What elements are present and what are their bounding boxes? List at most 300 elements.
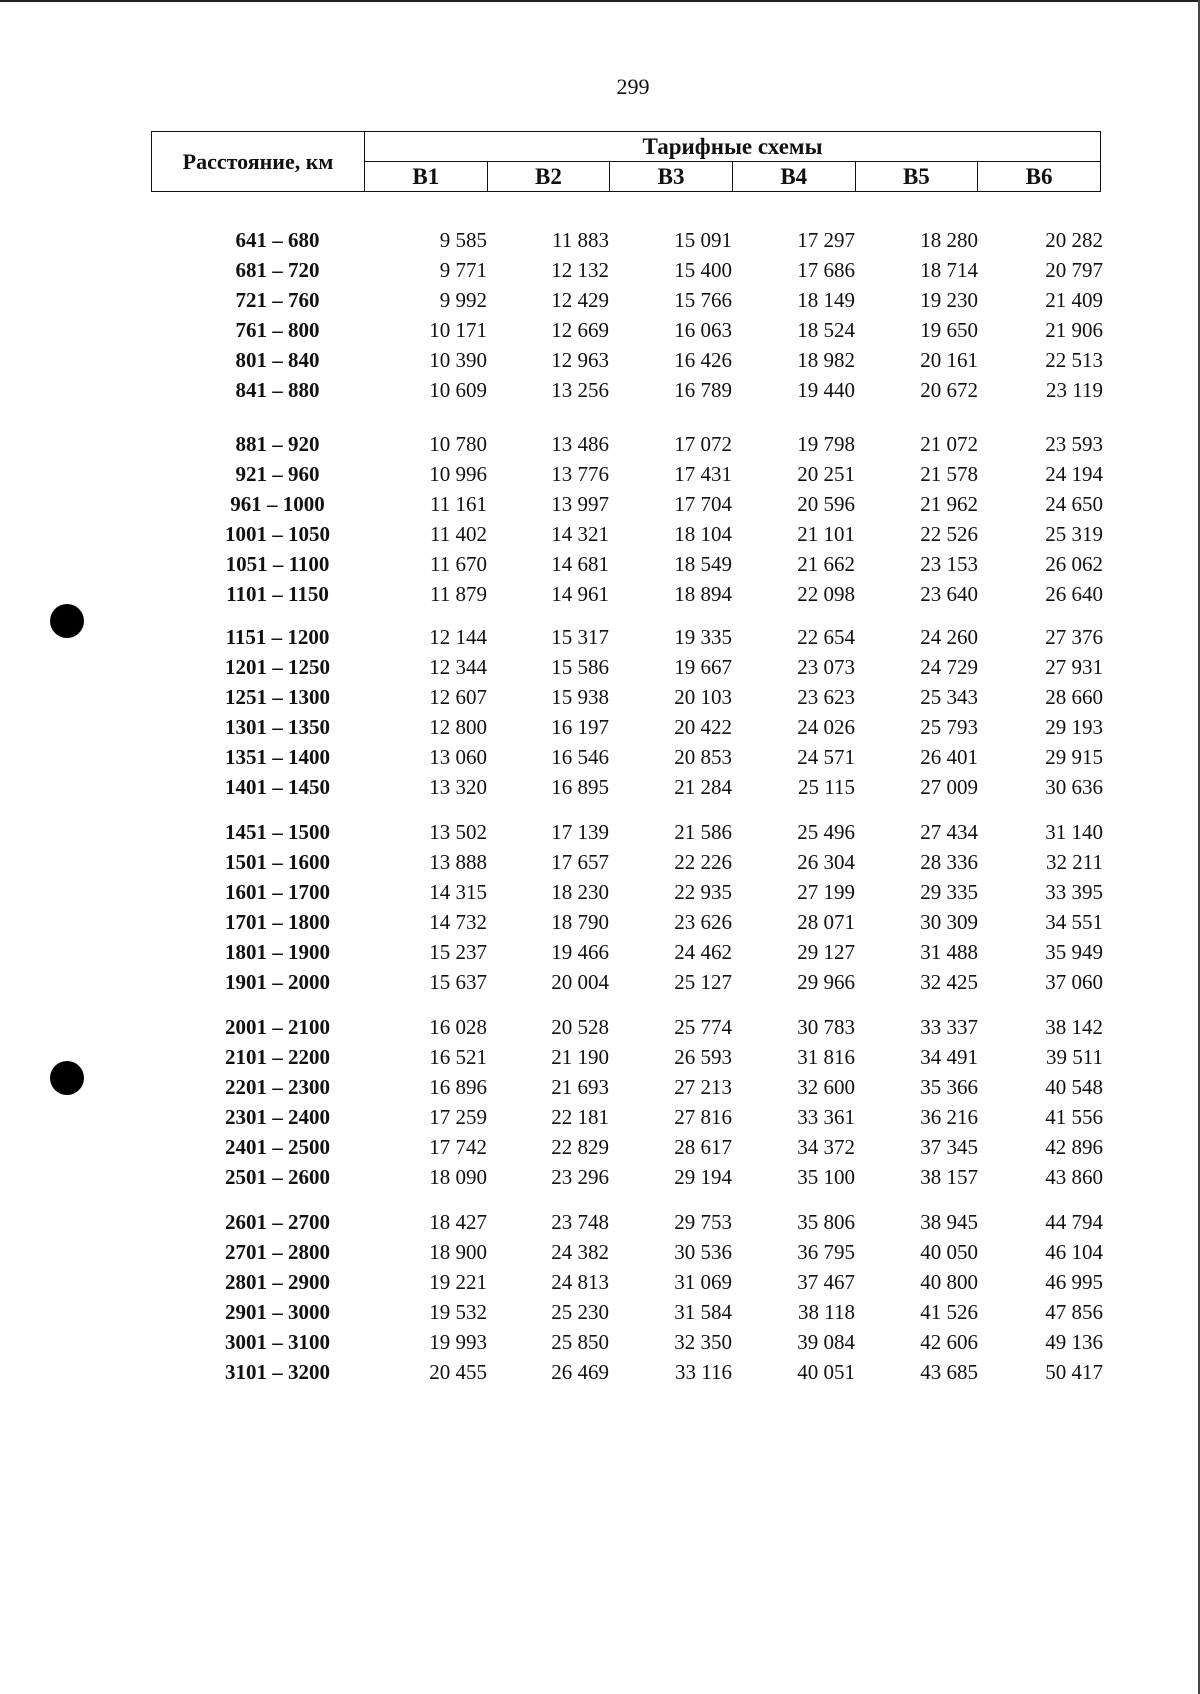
tariff-value-cell-b2: 24 382 bbox=[551, 1240, 609, 1264]
distance-range-cell: 2401 – 2500 bbox=[225, 1135, 330, 1159]
tariff-value-cell-b1: 17 259 bbox=[429, 1105, 487, 1129]
punch-hole bbox=[50, 604, 84, 638]
tariff-value-cell-b4: 31 816 bbox=[797, 1045, 855, 1069]
tariff-value-cell-b1: 12 344 bbox=[429, 655, 487, 679]
table-row bbox=[0, 489, 1200, 519]
tariff-value-cell-b3: 16 789 bbox=[674, 378, 732, 402]
tariff-value-cell-b2: 18 790 bbox=[551, 910, 609, 934]
tariff-value-cell-b4: 20 596 bbox=[797, 492, 855, 516]
tariff-value-cell-b4: 22 098 bbox=[797, 582, 855, 606]
tariff-value-cell-b5: 18 714 bbox=[920, 258, 978, 282]
distance-range-cell: 2601 – 2700 bbox=[225, 1210, 330, 1234]
tariff-value-cell-b6: 23 593 bbox=[1045, 432, 1103, 456]
tariff-value-cell-b3: 29 753 bbox=[674, 1210, 732, 1234]
table-row bbox=[0, 817, 1200, 847]
tariff-value-cell-b6: 41 556 bbox=[1045, 1105, 1103, 1129]
tariff-value-cell-b3: 17 704 bbox=[674, 492, 732, 516]
tariff-value-cell-b5: 29 335 bbox=[920, 880, 978, 904]
tariff-value-cell-b4: 29 966 bbox=[797, 970, 855, 994]
tariff-value-cell-b4: 26 304 bbox=[797, 850, 855, 874]
tariff-value-cell-b5: 38 945 bbox=[920, 1210, 978, 1234]
tariff-value-cell-b1: 12 800 bbox=[429, 715, 487, 739]
tariff-value-cell-b3: 19 667 bbox=[674, 655, 732, 679]
tariff-value-cell-b4: 33 361 bbox=[797, 1105, 855, 1129]
distance-range-cell: 2901 – 3000 bbox=[225, 1300, 330, 1324]
distance-range-cell: 2801 – 2900 bbox=[225, 1270, 330, 1294]
table-row bbox=[0, 285, 1200, 315]
tariff-value-cell-b6: 50 417 bbox=[1045, 1360, 1103, 1384]
tariff-value-cell-b4: 38 118 bbox=[798, 1300, 855, 1324]
tariff-value-cell-b4: 25 115 bbox=[798, 775, 855, 799]
tariff-value-cell-b2: 21 693 bbox=[551, 1075, 609, 1099]
tariff-value-cell-b6: 23 119 bbox=[1046, 378, 1103, 402]
distance-range-cell: 3001 – 3100 bbox=[225, 1330, 330, 1354]
tariff-value-cell-b5: 43 685 bbox=[920, 1360, 978, 1384]
distance-range-cell: 761 – 800 bbox=[235, 318, 320, 342]
distance-range-cell: 721 – 760 bbox=[235, 288, 320, 312]
tariff-value-cell-b2: 23 296 bbox=[551, 1165, 609, 1189]
distance-range-cell: 1051 – 1100 bbox=[225, 552, 330, 576]
tariff-value-cell-b1: 16 028 bbox=[429, 1015, 487, 1039]
tariff-value-cell-b1: 13 320 bbox=[429, 775, 487, 799]
tariff-value-cell-b3: 18 549 bbox=[674, 552, 732, 576]
tariff-value-cell-b6: 43 860 bbox=[1045, 1165, 1103, 1189]
distance-range-cell: 3101 – 3200 bbox=[225, 1360, 330, 1384]
table-row bbox=[0, 847, 1200, 877]
tariff-value-cell-b3: 18 894 bbox=[674, 582, 732, 606]
table-row bbox=[0, 375, 1200, 405]
tariff-value-cell-b5: 21 072 bbox=[920, 432, 978, 456]
distance-range-cell: 1301 – 1350 bbox=[225, 715, 330, 739]
tariff-value-cell-b2: 12 963 bbox=[551, 348, 609, 372]
tariff-value-cell-b2: 25 850 bbox=[551, 1330, 609, 1354]
tariff-value-cell-b1: 18 900 bbox=[429, 1240, 487, 1264]
distance-range-cell: 2701 – 2800 bbox=[225, 1240, 330, 1264]
table-row bbox=[0, 1162, 1200, 1192]
tariff-value-cell-b1: 15 637 bbox=[429, 970, 487, 994]
tariff-value-cell-b3: 21 284 bbox=[674, 775, 732, 799]
table-row bbox=[0, 1072, 1200, 1102]
tariff-value-cell-b1: 14 732 bbox=[429, 910, 487, 934]
tariff-value-cell-b4: 28 071 bbox=[797, 910, 855, 934]
tariff-value-cell-b4: 17 686 bbox=[797, 258, 855, 282]
tariff-value-cell-b1: 19 993 bbox=[429, 1330, 487, 1354]
distance-range-cell: 1701 – 1800 bbox=[225, 910, 330, 934]
tariff-value-cell-b2: 20 004 bbox=[551, 970, 609, 994]
tariff-value-cell-b3: 17 072 bbox=[674, 432, 732, 456]
tariff-value-cell-b2: 21 190 bbox=[551, 1045, 609, 1069]
tariff-value-cell-b3: 24 462 bbox=[674, 940, 732, 964]
distance-range-cell: 2101 – 2200 bbox=[225, 1045, 330, 1069]
tariff-value-cell-b3: 19 335 bbox=[674, 625, 732, 649]
column-header-b3: В3 bbox=[610, 162, 733, 192]
distance-range-cell: 2301 – 2400 bbox=[225, 1105, 330, 1129]
tariff-value-cell-b6: 30 636 bbox=[1045, 775, 1103, 799]
tariff-value-cell-b5: 36 216 bbox=[920, 1105, 978, 1129]
tariff-value-cell-b6: 49 136 bbox=[1045, 1330, 1103, 1354]
tariff-value-cell-b6: 25 319 bbox=[1045, 522, 1103, 546]
tariff-value-cell-b4: 34 372 bbox=[797, 1135, 855, 1159]
tariff-value-cell-b5: 20 672 bbox=[920, 378, 978, 402]
tariff-value-cell-b4: 20 251 bbox=[797, 462, 855, 486]
tariff-value-cell-b5: 28 336 bbox=[920, 850, 978, 874]
tariff-value-cell-b6: 31 140 bbox=[1045, 820, 1103, 844]
tariff-value-cell-b5: 34 491 bbox=[920, 1045, 978, 1069]
tariff-value-cell-b6: 39 511 bbox=[1046, 1045, 1103, 1069]
tariff-value-cell-b4: 19 798 bbox=[797, 432, 855, 456]
tariff-value-cell-b5: 19 230 bbox=[920, 288, 978, 312]
table-row bbox=[0, 622, 1200, 652]
tariff-value-cell-b4: 24 026 bbox=[797, 715, 855, 739]
tariff-value-cell-b1: 11 670 bbox=[430, 552, 487, 576]
table-row bbox=[0, 315, 1200, 345]
tariff-value-cell-b3: 20 422 bbox=[674, 715, 732, 739]
table-row bbox=[0, 1327, 1200, 1357]
tariff-value-cell-b2: 12 132 bbox=[551, 258, 609, 282]
tariff-value-cell-b3: 15 400 bbox=[674, 258, 732, 282]
tariff-value-cell-b4: 35 100 bbox=[797, 1165, 855, 1189]
tariff-value-cell-b2: 13 997 bbox=[551, 492, 609, 516]
distance-range-cell: 921 – 960 bbox=[235, 462, 320, 486]
tariff-value-cell-b3: 22 935 bbox=[674, 880, 732, 904]
tariff-value-cell-b6: 26 062 bbox=[1045, 552, 1103, 576]
tariff-value-cell-b1: 9 771 bbox=[439, 258, 487, 282]
table-row bbox=[0, 459, 1200, 489]
distance-range-cell: 1151 – 1200 bbox=[225, 625, 330, 649]
tariff-value-cell-b3: 16 426 bbox=[674, 348, 732, 372]
table-row bbox=[0, 1102, 1200, 1132]
tariff-value-cell-b5: 38 157 bbox=[920, 1165, 978, 1189]
tariff-value-cell-b6: 47 856 bbox=[1045, 1300, 1103, 1324]
tariff-value-cell-b2: 17 657 bbox=[551, 850, 609, 874]
tariff-value-cell-b5: 27 009 bbox=[920, 775, 978, 799]
tariff-value-cell-b1: 18 090 bbox=[429, 1165, 487, 1189]
tariff-table-header bbox=[151, 131, 1101, 192]
tariff-value-cell-b4: 29 127 bbox=[797, 940, 855, 964]
tariff-value-cell-b3: 29 194 bbox=[674, 1165, 732, 1189]
tariff-value-cell-b4: 40 051 bbox=[797, 1360, 855, 1384]
tariff-value-cell-b3: 22 226 bbox=[674, 850, 732, 874]
tariff-value-cell-b5: 35 366 bbox=[920, 1075, 978, 1099]
tariff-value-cell-b5: 33 337 bbox=[920, 1015, 978, 1039]
tariff-value-cell-b1: 10 390 bbox=[429, 348, 487, 372]
tariff-value-cell-b5: 42 606 bbox=[920, 1330, 978, 1354]
tariff-value-cell-b6: 46 995 bbox=[1045, 1270, 1103, 1294]
tariff-value-cell-b6: 28 660 bbox=[1045, 685, 1103, 709]
tariff-schemes-header: Тарифные схемы bbox=[365, 132, 1101, 162]
tariff-value-cell-b3: 15 766 bbox=[674, 288, 732, 312]
tariff-value-cell-b4: 23 623 bbox=[797, 685, 855, 709]
distance-range-cell: 961 – 1000 bbox=[230, 492, 325, 516]
tariff-value-cell-b4: 39 084 bbox=[797, 1330, 855, 1354]
tariff-value-cell-b3: 23 626 bbox=[674, 910, 732, 934]
tariff-value-cell-b3: 32 350 bbox=[674, 1330, 732, 1354]
column-header-b6: В6 bbox=[978, 162, 1101, 192]
table-row bbox=[0, 772, 1200, 802]
tariff-value-cell-b1: 10 780 bbox=[429, 432, 487, 456]
tariff-value-cell-b6: 27 376 bbox=[1045, 625, 1103, 649]
tariff-value-cell-b5: 25 793 bbox=[920, 715, 978, 739]
tariff-value-cell-b2: 16 197 bbox=[551, 715, 609, 739]
tariff-value-cell-b4: 18 149 bbox=[797, 288, 855, 312]
table-row bbox=[0, 742, 1200, 772]
column-header-b4: В4 bbox=[732, 162, 855, 192]
tariff-value-cell-b3: 18 104 bbox=[674, 522, 732, 546]
tariff-value-cell-b2: 12 429 bbox=[551, 288, 609, 312]
distance-range-cell: 1351 – 1400 bbox=[225, 745, 330, 769]
tariff-value-cell-b6: 21 409 bbox=[1045, 288, 1103, 312]
tariff-value-cell-b4: 35 806 bbox=[797, 1210, 855, 1234]
tariff-value-cell-b4: 24 571 bbox=[797, 745, 855, 769]
scan-edge-top bbox=[0, 0, 1200, 2]
tariff-value-cell-b1: 11 161 bbox=[430, 492, 487, 516]
tariff-value-cell-b6: 26 640 bbox=[1045, 582, 1103, 606]
table-row bbox=[0, 712, 1200, 742]
table-row bbox=[0, 225, 1200, 255]
tariff-value-cell-b3: 25 774 bbox=[674, 1015, 732, 1039]
tariff-value-cell-b4: 27 199 bbox=[797, 880, 855, 904]
tariff-value-cell-b5: 24 729 bbox=[920, 655, 978, 679]
distance-range-cell: 2201 – 2300 bbox=[225, 1075, 330, 1099]
tariff-value-cell-b6: 40 548 bbox=[1045, 1075, 1103, 1099]
tariff-value-cell-b1: 9 992 bbox=[439, 288, 487, 312]
tariff-value-cell-b4: 37 467 bbox=[797, 1270, 855, 1294]
tariff-value-cell-b6: 20 282 bbox=[1045, 228, 1103, 252]
tariff-value-cell-b1: 10 996 bbox=[429, 462, 487, 486]
tariff-value-cell-b5: 22 526 bbox=[920, 522, 978, 546]
tariff-value-cell-b6: 29 915 bbox=[1045, 745, 1103, 769]
tariff-value-cell-b2: 20 528 bbox=[551, 1015, 609, 1039]
distance-range-cell: 881 – 920 bbox=[235, 432, 320, 456]
tariff-value-cell-b5: 40 800 bbox=[920, 1270, 978, 1294]
tariff-value-cell-b2: 15 586 bbox=[551, 655, 609, 679]
table-row bbox=[0, 429, 1200, 459]
tariff-value-cell-b3: 28 617 bbox=[674, 1135, 732, 1159]
tariff-value-cell-b6: 42 896 bbox=[1045, 1135, 1103, 1159]
distance-range-cell: 1401 – 1450 bbox=[225, 775, 330, 799]
column-header-b2: В2 bbox=[487, 162, 610, 192]
tariff-value-cell-b1: 10 171 bbox=[429, 318, 487, 342]
column-header-b1: В1 bbox=[365, 162, 488, 192]
tariff-value-cell-b3: 31 584 bbox=[674, 1300, 732, 1324]
tariff-value-cell-b3: 17 431 bbox=[674, 462, 732, 486]
tariff-value-cell-b2: 13 776 bbox=[551, 462, 609, 486]
tariff-value-cell-b2: 14 961 bbox=[551, 582, 609, 606]
distance-range-cell: 1251 – 1300 bbox=[225, 685, 330, 709]
tariff-value-cell-b6: 38 142 bbox=[1045, 1015, 1103, 1039]
tariff-value-cell-b6: 29 193 bbox=[1045, 715, 1103, 739]
tariff-value-cell-b4: 21 662 bbox=[797, 552, 855, 576]
tariff-value-cell-b1: 19 532 bbox=[429, 1300, 487, 1324]
tariff-value-cell-b2: 22 181 bbox=[551, 1105, 609, 1129]
tariff-value-cell-b4: 23 073 bbox=[797, 655, 855, 679]
table-row bbox=[0, 1012, 1200, 1042]
tariff-value-cell-b1: 15 237 bbox=[429, 940, 487, 964]
tariff-value-cell-b2: 22 829 bbox=[551, 1135, 609, 1159]
distance-range-cell: 801 – 840 bbox=[235, 348, 320, 372]
distance-range-cell: 2501 – 2600 bbox=[225, 1165, 330, 1189]
tariff-value-cell-b4: 22 654 bbox=[797, 625, 855, 649]
tariff-value-cell-b6: 33 395 bbox=[1045, 880, 1103, 904]
table-row bbox=[0, 1207, 1200, 1237]
distance-range-cell: 1501 – 1600 bbox=[225, 850, 330, 874]
table-row bbox=[0, 1357, 1200, 1387]
table-row bbox=[0, 682, 1200, 712]
tariff-value-cell-b4: 21 101 bbox=[797, 522, 855, 546]
tariff-value-cell-b6: 22 513 bbox=[1045, 348, 1103, 372]
table-row bbox=[0, 1132, 1200, 1162]
tariff-value-cell-b1: 11 879 bbox=[430, 582, 487, 606]
distance-range-cell: 1601 – 1700 bbox=[225, 880, 330, 904]
tariff-value-cell-b3: 25 127 bbox=[674, 970, 732, 994]
tariff-value-cell-b6: 20 797 bbox=[1045, 258, 1103, 282]
tariff-value-cell-b3: 33 116 bbox=[675, 1360, 732, 1384]
table-row bbox=[0, 579, 1200, 609]
tariff-value-cell-b2: 26 469 bbox=[551, 1360, 609, 1384]
tariff-value-cell-b2: 13 256 bbox=[551, 378, 609, 402]
tariff-value-cell-b3: 21 586 bbox=[674, 820, 732, 844]
table-row bbox=[0, 519, 1200, 549]
table-row bbox=[0, 1267, 1200, 1297]
tariff-value-cell-b5: 21 578 bbox=[920, 462, 978, 486]
punch-hole bbox=[50, 1061, 84, 1095]
table-row bbox=[0, 255, 1200, 285]
tariff-value-cell-b4: 17 297 bbox=[797, 228, 855, 252]
table-row bbox=[0, 345, 1200, 375]
distance-range-cell: 1901 – 2000 bbox=[225, 970, 330, 994]
tariff-value-cell-b3: 27 816 bbox=[674, 1105, 732, 1129]
tariff-value-cell-b2: 16 895 bbox=[551, 775, 609, 799]
tariff-value-cell-b6: 37 060 bbox=[1045, 970, 1103, 994]
table-row bbox=[0, 877, 1200, 907]
tariff-value-cell-b5: 41 526 bbox=[920, 1300, 978, 1324]
distance-range-cell: 1201 – 1250 bbox=[225, 655, 330, 679]
distance-range-cell: 1451 – 1500 bbox=[225, 820, 330, 844]
tariff-value-cell-b6: 32 211 bbox=[1046, 850, 1103, 874]
tariff-value-cell-b2: 12 669 bbox=[551, 318, 609, 342]
tariff-value-cell-b5: 32 425 bbox=[920, 970, 978, 994]
tariff-value-cell-b4: 32 600 bbox=[797, 1075, 855, 1099]
tariff-value-cell-b2: 18 230 bbox=[551, 880, 609, 904]
distance-range-cell: 641 – 680 bbox=[235, 228, 320, 252]
tariff-value-cell-b2: 15 938 bbox=[551, 685, 609, 709]
tariff-value-cell-b4: 18 524 bbox=[797, 318, 855, 342]
tariff-value-cell-b3: 27 213 bbox=[674, 1075, 732, 1099]
tariff-value-cell-b2: 19 466 bbox=[551, 940, 609, 964]
tariff-value-cell-b5: 31 488 bbox=[920, 940, 978, 964]
tariff-value-cell-b6: 24 194 bbox=[1045, 462, 1103, 486]
tariff-value-cell-b2: 23 748 bbox=[551, 1210, 609, 1234]
tariff-value-cell-b5: 23 640 bbox=[920, 582, 978, 606]
tariff-value-cell-b1: 9 585 bbox=[439, 228, 487, 252]
tariff-value-cell-b2: 24 813 bbox=[551, 1270, 609, 1294]
tariff-value-cell-b1: 16 521 bbox=[429, 1045, 487, 1069]
table-row bbox=[0, 1297, 1200, 1327]
tariff-value-cell-b1: 19 221 bbox=[429, 1270, 487, 1294]
distance-range-cell: 1101 – 1150 bbox=[226, 582, 329, 606]
tariff-value-cell-b3: 20 103 bbox=[674, 685, 732, 709]
tariff-value-cell-b1: 20 455 bbox=[429, 1360, 487, 1384]
tariff-value-cell-b2: 14 321 bbox=[551, 522, 609, 546]
tariff-value-cell-b6: 44 794 bbox=[1045, 1210, 1103, 1234]
tariff-value-cell-b5: 25 343 bbox=[920, 685, 978, 709]
distance-range-cell: 1801 – 1900 bbox=[225, 940, 330, 964]
table-row bbox=[0, 907, 1200, 937]
table-row bbox=[0, 549, 1200, 579]
tariff-value-cell-b4: 25 496 bbox=[797, 820, 855, 844]
tariff-value-cell-b1: 13 888 bbox=[429, 850, 487, 874]
tariff-value-cell-b3: 15 091 bbox=[674, 228, 732, 252]
tariff-value-cell-b6: 24 650 bbox=[1045, 492, 1103, 516]
tariff-value-cell-b1: 14 315 bbox=[429, 880, 487, 904]
tariff-value-cell-b6: 27 931 bbox=[1045, 655, 1103, 679]
tariff-value-cell-b1: 16 896 bbox=[429, 1075, 487, 1099]
table-row bbox=[0, 1042, 1200, 1072]
tariff-value-cell-b1: 10 609 bbox=[429, 378, 487, 402]
tariff-value-cell-b3: 30 536 bbox=[674, 1240, 732, 1264]
tariff-value-cell-b5: 20 161 bbox=[920, 348, 978, 372]
tariff-value-cell-b5: 18 280 bbox=[920, 228, 978, 252]
tariff-value-cell-b1: 12 144 bbox=[429, 625, 487, 649]
table-row bbox=[0, 937, 1200, 967]
tariff-value-cell-b5: 30 309 bbox=[920, 910, 978, 934]
distance-column-header: Расстояние, км bbox=[152, 132, 365, 192]
tariff-value-cell-b1: 13 502 bbox=[429, 820, 487, 844]
distance-range-cell: 1001 – 1050 bbox=[225, 522, 330, 546]
tariff-value-cell-b2: 17 139 bbox=[551, 820, 609, 844]
tariff-value-cell-b6: 34 551 bbox=[1045, 910, 1103, 934]
tariff-value-cell-b1: 17 742 bbox=[429, 1135, 487, 1159]
tariff-value-cell-b5: 19 650 bbox=[920, 318, 978, 342]
tariff-value-cell-b3: 26 593 bbox=[674, 1045, 732, 1069]
tariff-value-cell-b6: 46 104 bbox=[1045, 1240, 1103, 1264]
tariff-value-cell-b1: 18 427 bbox=[429, 1210, 487, 1234]
tariff-value-cell-b4: 19 440 bbox=[797, 378, 855, 402]
tariff-value-cell-b3: 20 853 bbox=[674, 745, 732, 769]
tariff-value-cell-b4: 18 982 bbox=[797, 348, 855, 372]
tariff-value-cell-b5: 21 962 bbox=[920, 492, 978, 516]
table-row bbox=[0, 1237, 1200, 1267]
tariff-value-cell-b3: 31 069 bbox=[674, 1270, 732, 1294]
tariff-value-cell-b4: 30 783 bbox=[797, 1015, 855, 1039]
tariff-value-cell-b5: 40 050 bbox=[920, 1240, 978, 1264]
table-row bbox=[0, 652, 1200, 682]
tariff-value-cell-b5: 27 434 bbox=[920, 820, 978, 844]
tariff-value-cell-b1: 12 607 bbox=[429, 685, 487, 709]
distance-range-cell: 681 – 720 bbox=[235, 258, 320, 282]
tariff-value-cell-b5: 26 401 bbox=[920, 745, 978, 769]
tariff-value-cell-b5: 24 260 bbox=[920, 625, 978, 649]
distance-range-cell: 2001 – 2100 bbox=[225, 1015, 330, 1039]
tariff-value-cell-b2: 25 230 bbox=[551, 1300, 609, 1324]
tariff-value-cell-b6: 21 906 bbox=[1045, 318, 1103, 342]
tariff-value-cell-b5: 23 153 bbox=[920, 552, 978, 576]
tariff-value-cell-b2: 15 317 bbox=[551, 625, 609, 649]
table-row bbox=[0, 967, 1200, 997]
tariff-value-cell-b2: 14 681 bbox=[551, 552, 609, 576]
tariff-value-cell-b5: 37 345 bbox=[920, 1135, 978, 1159]
page-number: 299 bbox=[616, 74, 650, 99]
tariff-value-cell-b3: 16 063 bbox=[674, 318, 732, 342]
tariff-value-cell-b2: 13 486 bbox=[551, 432, 609, 456]
tariff-value-cell-b1: 11 402 bbox=[430, 522, 487, 546]
tariff-value-cell-b2: 11 883 bbox=[552, 228, 609, 252]
tariff-value-cell-b4: 36 795 bbox=[797, 1240, 855, 1264]
column-header-b5: В5 bbox=[855, 162, 978, 192]
tariff-value-cell-b6: 35 949 bbox=[1045, 940, 1103, 964]
tariff-value-cell-b2: 16 546 bbox=[551, 745, 609, 769]
tariff-value-cell-b1: 13 060 bbox=[429, 745, 487, 769]
